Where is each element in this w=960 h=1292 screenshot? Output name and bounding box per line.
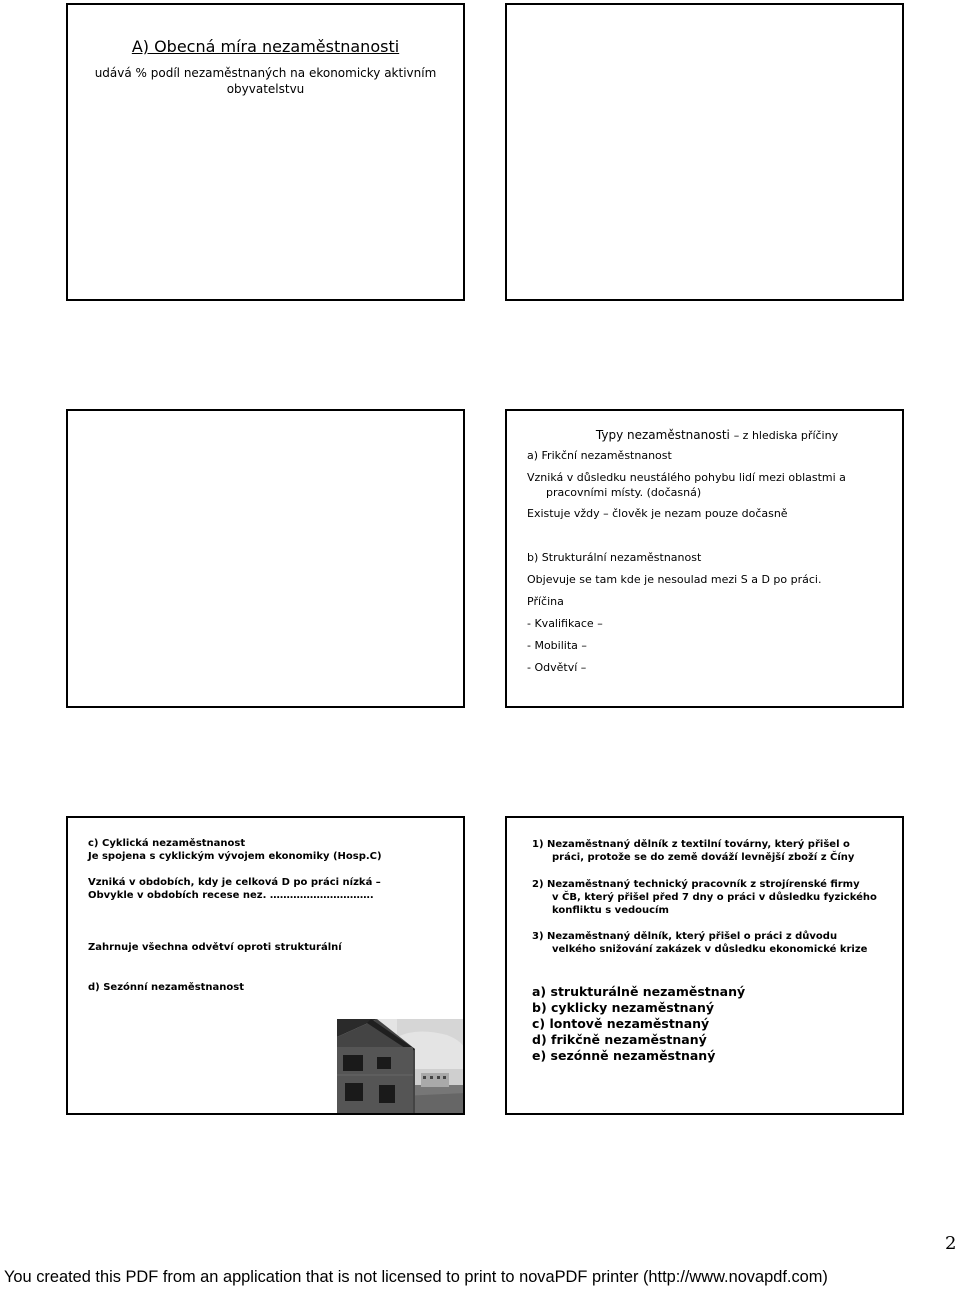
- slide-4: [505, 409, 904, 708]
- frictional-line-1: Vzniká v důsledku neustálého pohybu lidí mezi oblastmi a: [527, 471, 846, 484]
- list-item: - Mobilita –: [527, 639, 587, 652]
- footer-notice: You created this PDF from an application that is not licensed to print to novaPDF printer (http://www.novapdf.com): [4, 1268, 828, 1286]
- question-3-line-2: velkého snižování zakázek v důsledku ekonomické krize: [552, 944, 868, 955]
- slide-2-empty: [505, 3, 904, 301]
- title-tail: – z hlediska příčiny: [733, 429, 839, 442]
- answer-item: a) strukturálně nezaměstnaný: [532, 984, 746, 999]
- question-2-line-3: konfliktu s vedoucím: [552, 905, 669, 916]
- cyclical-line-4: Zahrnuje všechna odvětví oproti strukturální: [88, 942, 342, 953]
- frictional-heading: a) Frikční nezaměstnanost: [527, 449, 672, 462]
- slide-1: [66, 3, 465, 301]
- question-3-line-1: 3) Nezaměstnaný dělník, který přišel o práci z důvodu: [532, 931, 838, 942]
- title-main: Typy nezaměstnanosti: [595, 428, 734, 442]
- answer-item: d) frikčně nezaměstnaný: [532, 1032, 707, 1047]
- question-2-line-2: v ČB, který přišel před 7 dny o práci v důsledku fyzického: [552, 892, 877, 903]
- question-1-line-2: práci, protože se do země dováží levnější zboží z Číny: [552, 852, 855, 863]
- list-item: - Kvalifikace –: [527, 617, 603, 630]
- list-item: - Odvětví –: [527, 661, 587, 674]
- cyclical-line-1: Je spojena s cyklickým vývojem ekonomiky (Hosp.C): [88, 851, 382, 862]
- cyclical-line-2: Vzniká v obdobích, kdy je celková D po práci nízká –: [88, 877, 381, 888]
- answer-item: c) lontově nezaměstnaný: [532, 1016, 710, 1031]
- frictional-line-2: pracovními místy. (dočasná): [546, 486, 702, 499]
- house-photo: [337, 1019, 465, 1115]
- slide-subtitle: udává % podíl nezaměstnaných na ekonomicky aktivním obyvatelstvu: [94, 66, 437, 96]
- structural-heading: b) Strukturální nezaměstnanost: [527, 551, 702, 564]
- cyclical-heading: c) Cyklická nezaměstnanost: [88, 838, 246, 849]
- cyclical-line-3: Obvykle v obdobích recese nez. ………………………….: [88, 890, 374, 901]
- slide-3-empty: [66, 409, 465, 708]
- seasonal-heading: d) Sezónní nezaměstnanost: [88, 982, 245, 993]
- structural-line-2: Příčina: [527, 595, 564, 608]
- frictional-line-3: Existuje vždy – člověk je nezam pouze dočasně: [527, 507, 788, 520]
- slide-5: [66, 816, 465, 1115]
- question-1-line-1: 1) Nezaměstnaný dělník z textilní továrny, který přišel o: [532, 839, 850, 850]
- question-2-line-1: 2) Nezaměstnaný technický pracovník z strojírenské firmy: [532, 879, 860, 890]
- structural-line-1: Objevuje se tam kde je nesoulad mezi S a D po práci.: [527, 573, 822, 586]
- slide-title: A) Obecná míra nezaměstnanosti: [131, 37, 400, 56]
- slide-6: [505, 816, 904, 1115]
- answer-item: b) cyklicky nezaměstnaný: [532, 1000, 715, 1015]
- answer-item: e) sezónně nezaměstnaný: [532, 1048, 716, 1063]
- slide-title: [507, 428, 904, 442]
- page-number: 2: [945, 1233, 957, 1254]
